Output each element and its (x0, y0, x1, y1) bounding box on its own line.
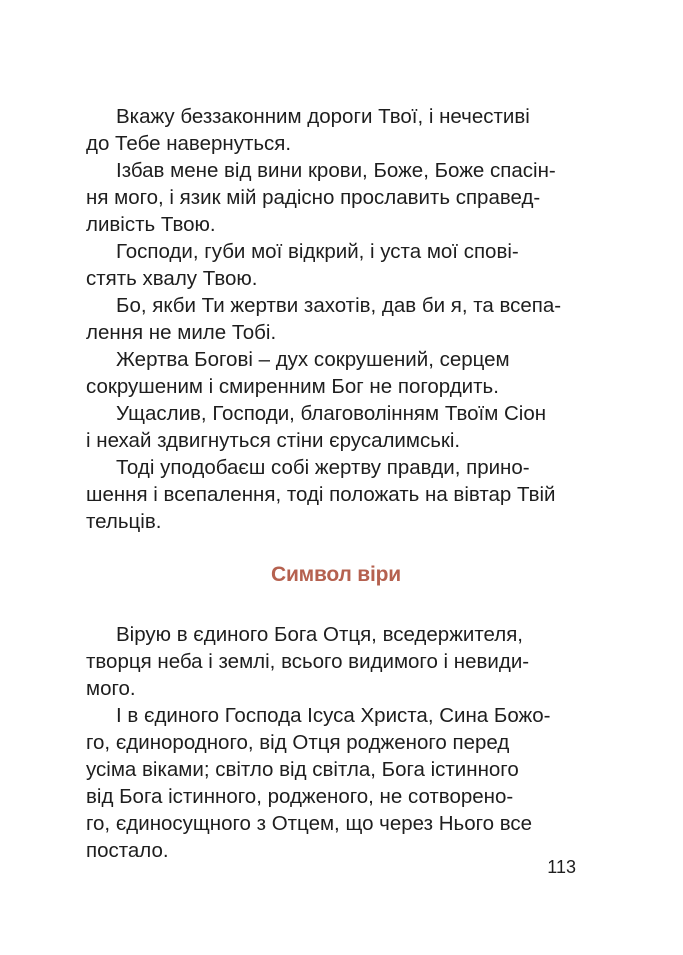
section-heading: Символ віри (270, 563, 401, 586)
text-line: до Тебе навернуться. (86, 132, 292, 155)
text-line: мого. (86, 677, 136, 700)
text-line: Вірую в єдиного Бога Отця, вседержителя, (116, 623, 523, 646)
text-line: го, єдинородного, від Отця родженого перед (86, 731, 510, 754)
creed-text-block (86, 621, 586, 864)
text-line: усіма віками; світло від світла, Бога істинного (86, 758, 519, 781)
text-line: Ізбав мене від вини крови, Боже, Боже спасін- (116, 159, 556, 182)
page-number: 113 (547, 857, 576, 877)
text-line: і нехай здвигнуться стіни єрусалимські. (86, 429, 461, 452)
text-line: Жертва Богові – дух сокрушений, серцем (116, 348, 510, 371)
text-line: Ущаслив, Господи, благоволінням Твоїм Сіон (116, 402, 547, 425)
text-line: Тоді уподобаєш собі жертву правди, прино- (116, 456, 530, 479)
text-line: Вкажу беззаконним дороги Твої, і нечестиві (116, 105, 530, 128)
psalm-text-block (86, 103, 586, 535)
text-line: творця неба і землі, всього видимого і невиди- (86, 650, 530, 673)
text-line: сокрушеним і смиренним Бог не погордить. (86, 375, 499, 398)
text-line: Бо, якби Ти жертви захотів, дав би я, та всепа- (116, 294, 562, 317)
text-line: Господи, губи мої відкрий, і уста мої спові- (116, 240, 519, 263)
text-line: шення і всепалення, тоді положать на вівтар Твій (86, 483, 556, 506)
text-line: стять хвалу Твою. (86, 267, 258, 290)
text-line: від Бога істинного, родженого, не сотворено- (86, 785, 514, 808)
text-line: лення не миле Тобі. (86, 321, 277, 344)
text-line: ливість Твою. (86, 213, 216, 236)
text-line: І в єдиного Господа Ісуса Христа, Сина Божо- (116, 704, 551, 727)
text-line: тельців. (86, 510, 162, 533)
text-line: ня мого, і язик мій радісно прославить справед- (86, 186, 541, 209)
text-line: го, єдиносущного з Отцем, що через Нього все (86, 812, 533, 835)
text-line: постало. (86, 839, 169, 862)
